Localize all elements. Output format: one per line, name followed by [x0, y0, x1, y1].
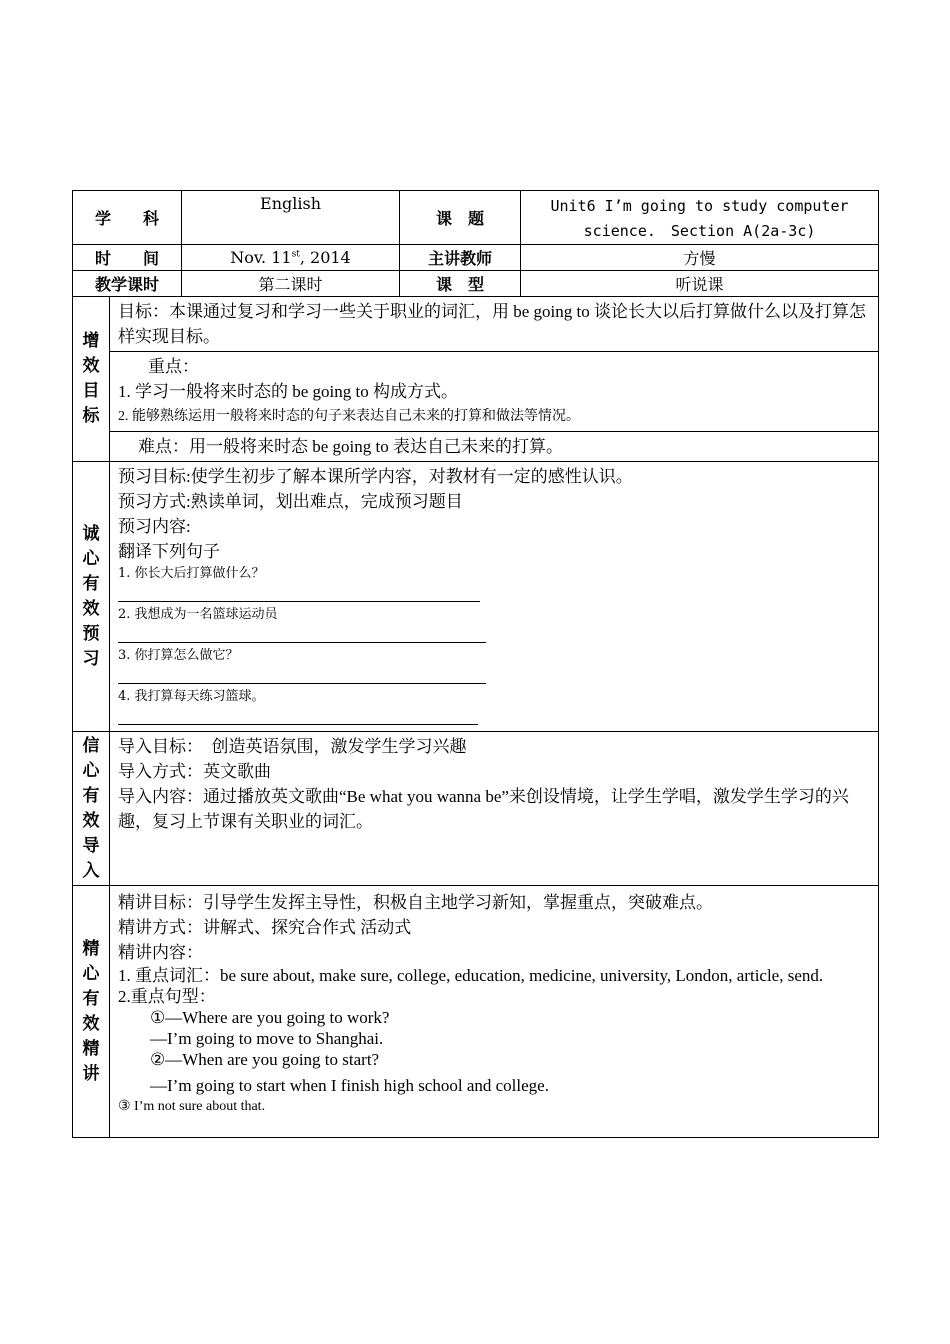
intro-side-char: 导	[82, 835, 100, 856]
answer-line	[118, 584, 480, 602]
preview-side-label	[73, 462, 110, 732]
goals-difficulty: 难点：用一般将来时态 be going to 表达自己未来的打算。	[110, 432, 879, 462]
period-value: 第二课时	[182, 271, 400, 297]
answer-line	[118, 666, 486, 684]
goals-key-points	[110, 352, 879, 432]
time-value-suffix: st	[291, 249, 300, 260]
lecture-content	[110, 886, 879, 1138]
preview-question-4: 4. 我打算每天练习篮球。	[118, 689, 265, 704]
time-value	[182, 245, 400, 271]
lecture-side-char: 精	[82, 1038, 100, 1059]
lesson-plan-sheet	[72, 190, 878, 1138]
type-label: 课 型	[400, 271, 521, 297]
lecture-sentence-1-reply: —I’m going to move to Shanghai.	[150, 1029, 384, 1048]
lecture-content-label: 精讲内容：	[118, 943, 203, 962]
lecture-sentence-2-reply: —I’m going to start when I finish high school and college.	[150, 1076, 549, 1095]
preview-translate-label: 翻译下列句子	[118, 542, 220, 561]
preview-content	[110, 462, 879, 732]
lecture-sentences-label: 2.重点句型：	[118, 987, 216, 1006]
time-value-year: , 2014	[299, 248, 351, 267]
intro-body: 导入内容：通过播放英文歌曲“Be what you wanna be”来创设情境，让学生学唱，激发学生学习的兴趣，复习上节课有关职业的词汇。	[118, 787, 849, 831]
goals-key-2: 2. 能够熟练运用一般将来时态的句子来表达自己未来的打算和做法等情况。	[118, 409, 580, 424]
answer-line	[118, 625, 486, 643]
lecture-side-char: 讲	[82, 1063, 100, 1084]
goals-objective: 目标：本课通过复习和学习一些关于职业的词汇，用 be going to 谈论长大以后打算做什么以及打算怎样实现目标。	[110, 297, 879, 352]
lecture-side-char: 心	[82, 963, 100, 984]
goals-side-char: 效	[82, 356, 100, 376]
preview-question-1: 1. 你长大后打算做什么？	[118, 566, 265, 581]
teacher-value: 方慢	[521, 245, 879, 271]
topic-label: 课 题	[400, 191, 521, 245]
preview-content-label: 预习内容:	[118, 517, 191, 536]
goals-side-char: 标	[82, 406, 100, 426]
lecture-vocab: 1. 重点词汇：be sure about, make sure, college, education, medicine, university, London, article, send.	[118, 966, 824, 985]
goals-key-1: 1. 学习一般将来时态的 be going to 构成方式。	[118, 382, 458, 401]
goals-side-char: 目	[82, 381, 100, 401]
lecture-side-label	[73, 886, 110, 1138]
lesson-plan-table	[72, 190, 879, 1138]
topic-value: Unit6 I’m going to study computer science. Section A(2a-3c)	[521, 191, 879, 245]
preview-side-char: 习	[82, 648, 100, 669]
lecture-side-char: 有	[82, 988, 100, 1009]
time-label: 时 间	[73, 245, 182, 271]
subject-value: English	[182, 191, 400, 245]
preview-side-char: 效	[82, 598, 100, 619]
lecture-side-char: 精	[82, 938, 100, 959]
lecture-sentence-2: ②—When are you going to start?	[150, 1050, 380, 1069]
lecture-sentence-1: ①—Where are you going to work?	[150, 1008, 390, 1027]
lecture-sentence-3: ③ I’m not sure about that.	[118, 1099, 266, 1114]
goals-side-char: 增	[82, 331, 100, 351]
preview-question-2: 2. 我想成为一名篮球运动员	[118, 607, 278, 622]
preview-method: 预习方式:熟读单词，划出难点，完成预习题目	[118, 492, 463, 511]
goals-side-label	[73, 297, 110, 462]
preview-side-char: 有	[82, 573, 100, 594]
intro-goal: 导入目标： 创造英语氛围，激发学生学习兴趣	[118, 737, 467, 756]
preview-side-char: 心	[82, 548, 100, 569]
type-value: 听说课	[521, 271, 879, 297]
preview-side-char: 诚	[82, 523, 100, 544]
preview-side-char: 预	[82, 623, 100, 644]
preview-goal: 预习目标:使学生初步了解本课所学内容，对教材有一定的感性认识。	[118, 467, 633, 486]
intro-side-char: 信	[82, 735, 100, 756]
intro-side-char: 心	[82, 760, 100, 781]
intro-side-char: 有	[82, 785, 100, 806]
intro-side-char: 效	[82, 810, 100, 831]
intro-content	[110, 732, 879, 886]
preview-question-3: 3. 你打算怎么做它？	[118, 648, 239, 663]
teacher-label: 主讲教师	[400, 245, 521, 271]
time-value-day: Nov. 11	[230, 248, 292, 267]
intro-method: 导入方式：英文歌曲	[118, 762, 271, 781]
intro-side-char: 入	[82, 860, 100, 881]
goals-key-label: 重点：	[148, 357, 199, 376]
lecture-side-char: 效	[82, 1013, 100, 1034]
answer-line	[118, 707, 478, 725]
subject-label: 学 科	[73, 191, 182, 245]
period-label: 教学课时	[73, 271, 182, 297]
intro-side-label	[73, 732, 110, 886]
lecture-goal: 精讲目标：引导学生发挥主导性，积极自主地学习新知，掌握重点，突破难点。	[118, 893, 713, 912]
lecture-method: 精讲方式：讲解式、探究合作式 活动式	[118, 918, 412, 937]
